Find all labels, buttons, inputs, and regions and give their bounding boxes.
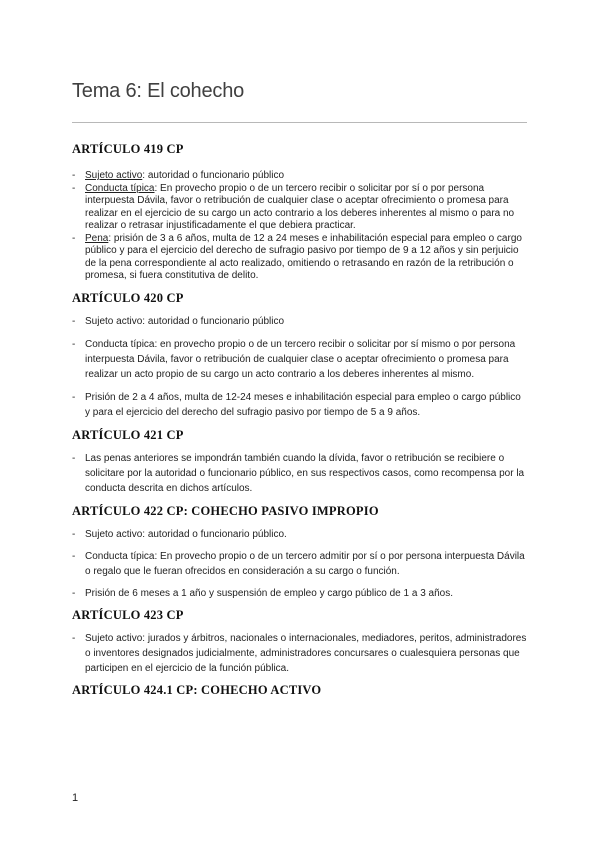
- list-item: - Sujeto activo: autoridad o funcionario público: [72, 170, 285, 181]
- list-item: - Conducta típica: En provecho propio o de un tercero admitir por sí o por persona interpuesta Dávila o regalo que le fueran ofrecidos en consideración a su cargo o función.: [72, 550, 525, 577]
- section-heading: ARTÍCULO 422 CP: COHECHO PASIVO IMPROPIO: [72, 503, 379, 518]
- list-item: - Prisión de 6 meses a 1 año y suspensión de empleo y cargo público de 1 a 3 años.: [72, 587, 454, 599]
- list-item: - Las penas anteriores se impondrán también cuando la dívida, favor o retribución se recibiere o solicitare por la autoridad o funcionario público, en sus respectivos casos, como recompensa por la conducta descrita en dichos artículos.: [72, 452, 525, 494]
- list-item: - Prisión de 2 a 4 años, multa de 12-24 meses e inhabilitación especial para empleo o cargo público y para el ejercicio del derecho del sufragio pasivo por tiempo de 5 a 9 años.: [72, 391, 521, 418]
- section-heading: ARTÍCULO 420 CP: [72, 290, 184, 305]
- list-item: - Sujeto activo: autoridad o funcionario público: [72, 315, 285, 327]
- section-heading: ARTÍCULO 423 CP: [72, 607, 184, 622]
- section-heading: ARTÍCULO 421 CP: [72, 427, 184, 442]
- list-item: - Sujeto activo: jurados y árbitros, nacionales o internacionales, mediadores, peritos, administradores o inventores designados judicialmente, administradores concursares o cualesquiera personas que participen en el ejercicio de la función pública.: [72, 632, 527, 674]
- section-list: [72, 631, 527, 676]
- section-list: [72, 314, 527, 420]
- section-heading: ARTÍCULO 424.1 CP: COHECHO ACTIVO: [72, 682, 322, 697]
- list-item: - Pena: prisión de 3 a 6 años, multa de 12 a 24 meses e inhabilitación especial para empleo o cargo público y para el ejercicio del derecho de sufragio pasivo por tiempo de 9 a 12 años y sin perjuicio de la pena correspondiente al acto realizado, omitiendo o retrasando en razón de la retribución o promesa, si fuera constitutiva de delito.: [72, 232, 522, 281]
- section-list: [72, 451, 527, 496]
- list-item: - Conducta típica: en provecho propio o de un tercero recibir o solicitar por sí mismo o por persona interpuesta Dávila, favor o retribución de cualquier clase o aceptar ofrecimiento o promesa para realizar un acto propio de su cargo un acto contrario a los deberes inherentes al mismo.: [72, 338, 516, 380]
- document-body: [72, 142, 527, 698]
- title-divider: [72, 122, 527, 123]
- section-list: [72, 170, 527, 283]
- list-item: - Conducta típica: En provecho propio o de un tercero recibir o solicitar por sí o por persona interpuesta Dávila, favor o retribución de cualquier clase o aceptar ofrecimiento o promesa para realizar en el ejercicio de su cargo un acto contrario a los deberes inherentes al mismo o para no realizar o retrasar injustificadamente el que debiera practicar.: [72, 182, 515, 231]
- section-heading: ARTÍCULO 419 CP: [72, 142, 184, 156]
- section-list: [72, 527, 527, 601]
- page-title: Tema 6: El cohecho: [72, 80, 245, 102]
- page-number: 1: [72, 792, 79, 804]
- list-item: - Sujeto activo: autoridad o funcionario público.: [72, 528, 287, 540]
